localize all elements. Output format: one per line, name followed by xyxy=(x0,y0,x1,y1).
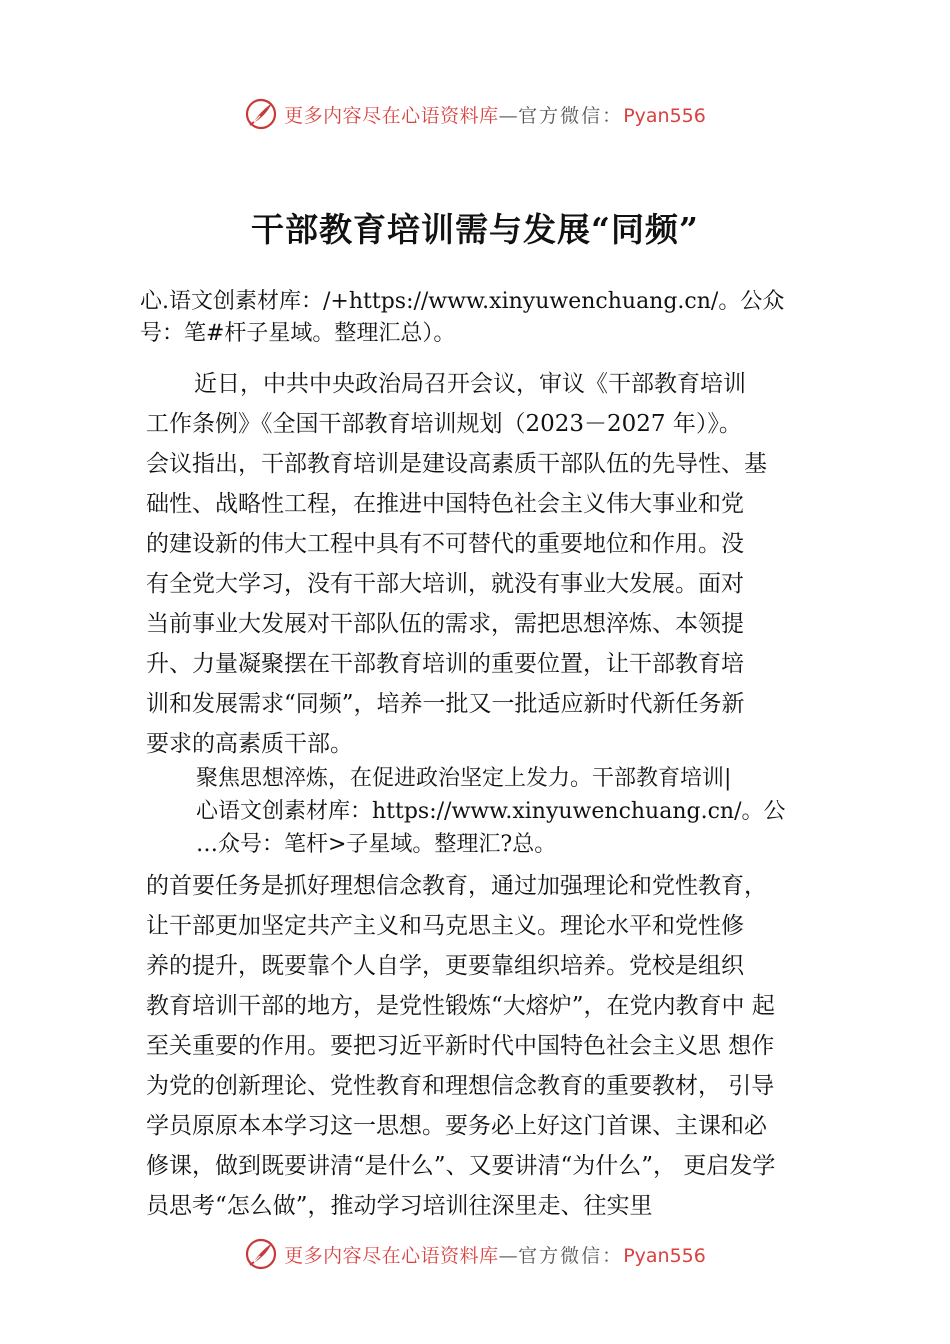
paragraph-line: 为党的创新理论、党性教育和理想信念教育的重要教材， 引导 xyxy=(146,1073,775,1099)
paragraph-1 xyxy=(146,364,836,764)
source-note-line: 号：笔#杆子星域。整理汇总）。 xyxy=(140,321,456,346)
source-note-line: 心.语文创素材库：/+https://www.xinyuwenchuang.cn/。公众 xyxy=(140,289,785,314)
footer-banner-text xyxy=(284,1241,706,1268)
banner-wechat-id: Pyan556 xyxy=(623,104,706,127)
banner-wechat-label: 官方微信： xyxy=(518,1244,624,1267)
quill-pen-logo-icon xyxy=(244,97,278,131)
subheading-block xyxy=(196,762,846,861)
banner-dash: — xyxy=(498,104,519,127)
paragraph-line: 会议指出，干部教育培训是建设高素质干部队伍的先导性、基 xyxy=(146,451,767,477)
paragraph-line: 升、力量凝聚摆在干部教育培训的重要位置，让干部教育培 xyxy=(146,651,744,677)
paragraph-line: 至关重要的作用。要把习近平新时代中国特色社会主义思 想作 xyxy=(146,1033,775,1059)
paragraph-line: 员思考“怎么做”，推动学习培训往深里走、往实里 xyxy=(146,1193,653,1219)
paragraph-line: 学员原原本本学习这一思想。要务必上好这门首课、主课和必 xyxy=(146,1113,767,1139)
paragraph-line: 养的提升，既要靠个人自学，更要靠组织培养。党校是组织 xyxy=(146,953,744,979)
banner-wechat-label: 官方微信： xyxy=(518,104,624,127)
paragraph-line: 训和发展需求“同频”，培养一批又一批适应新时代新任务新 xyxy=(146,691,745,717)
document-title: 干部教育培训需与发展“同频” xyxy=(251,210,699,249)
banner-main-text: 更多内容尽在心语资料库 xyxy=(284,104,499,127)
paragraph-line: 让干部更加坚定共产主义和马克思主义。理论水平和党性修 xyxy=(146,913,744,939)
paragraph-line: 要求的高素质干部。 xyxy=(146,731,353,757)
source-note xyxy=(140,286,840,350)
quill-pen-logo-icon xyxy=(244,1237,278,1271)
paragraph-line: 教育培训干部的地方，是党性锻炼“大熔炉”，在党内教育中 起 xyxy=(146,993,775,1019)
paragraph-line: 的建设新的伟大工程中具有不可替代的重要地位和作用。没 xyxy=(146,531,744,557)
paragraph-2 xyxy=(146,866,836,1226)
subheading-line: 心语文创素材库：https://www.xinyuwenchuang.cn/。公 xyxy=(196,799,786,824)
subheading-line: 聚焦思想淬炼，在促进政治坚定上发力。干部教育培训| xyxy=(196,766,732,791)
paragraph-line: 础性、战略性工程，在推进中国特色社会主义伟大事业和党 xyxy=(146,491,744,517)
paragraph-line: 近日，中共中央政治局召开会议，审议《干部教育培训 xyxy=(194,371,746,397)
paragraph-line: 修课，做到既要讲清“是什么”、又要讲清“为什么”， 更启发学 xyxy=(146,1153,776,1179)
banner-wechat-id: Pyan556 xyxy=(623,1244,706,1267)
banner-dash: — xyxy=(498,1244,519,1267)
header-banner xyxy=(0,92,950,136)
header-banner-text xyxy=(284,101,706,128)
banner-main-text: 更多内容尽在心语资料库 xyxy=(284,1244,499,1267)
paragraph-line: 当前事业大发展对干部队伍的需求，需把思想淬炼、本领提 xyxy=(146,611,744,637)
subheading-line: …众号：笔杆>子星域。整理汇?总。 xyxy=(196,832,557,857)
paragraph-line: 的首要任务是抓好理想信念教育，通过加强理论和党性教育， xyxy=(146,873,767,899)
paragraph-line: 有全党大学习，没有干部大培训，就没有事业大发展。面对 xyxy=(146,571,744,597)
footer-banner xyxy=(0,1232,950,1276)
paragraph-line: 工作条例》《全国干部教育培训规划（2023－2027 年）》。 xyxy=(146,411,742,437)
